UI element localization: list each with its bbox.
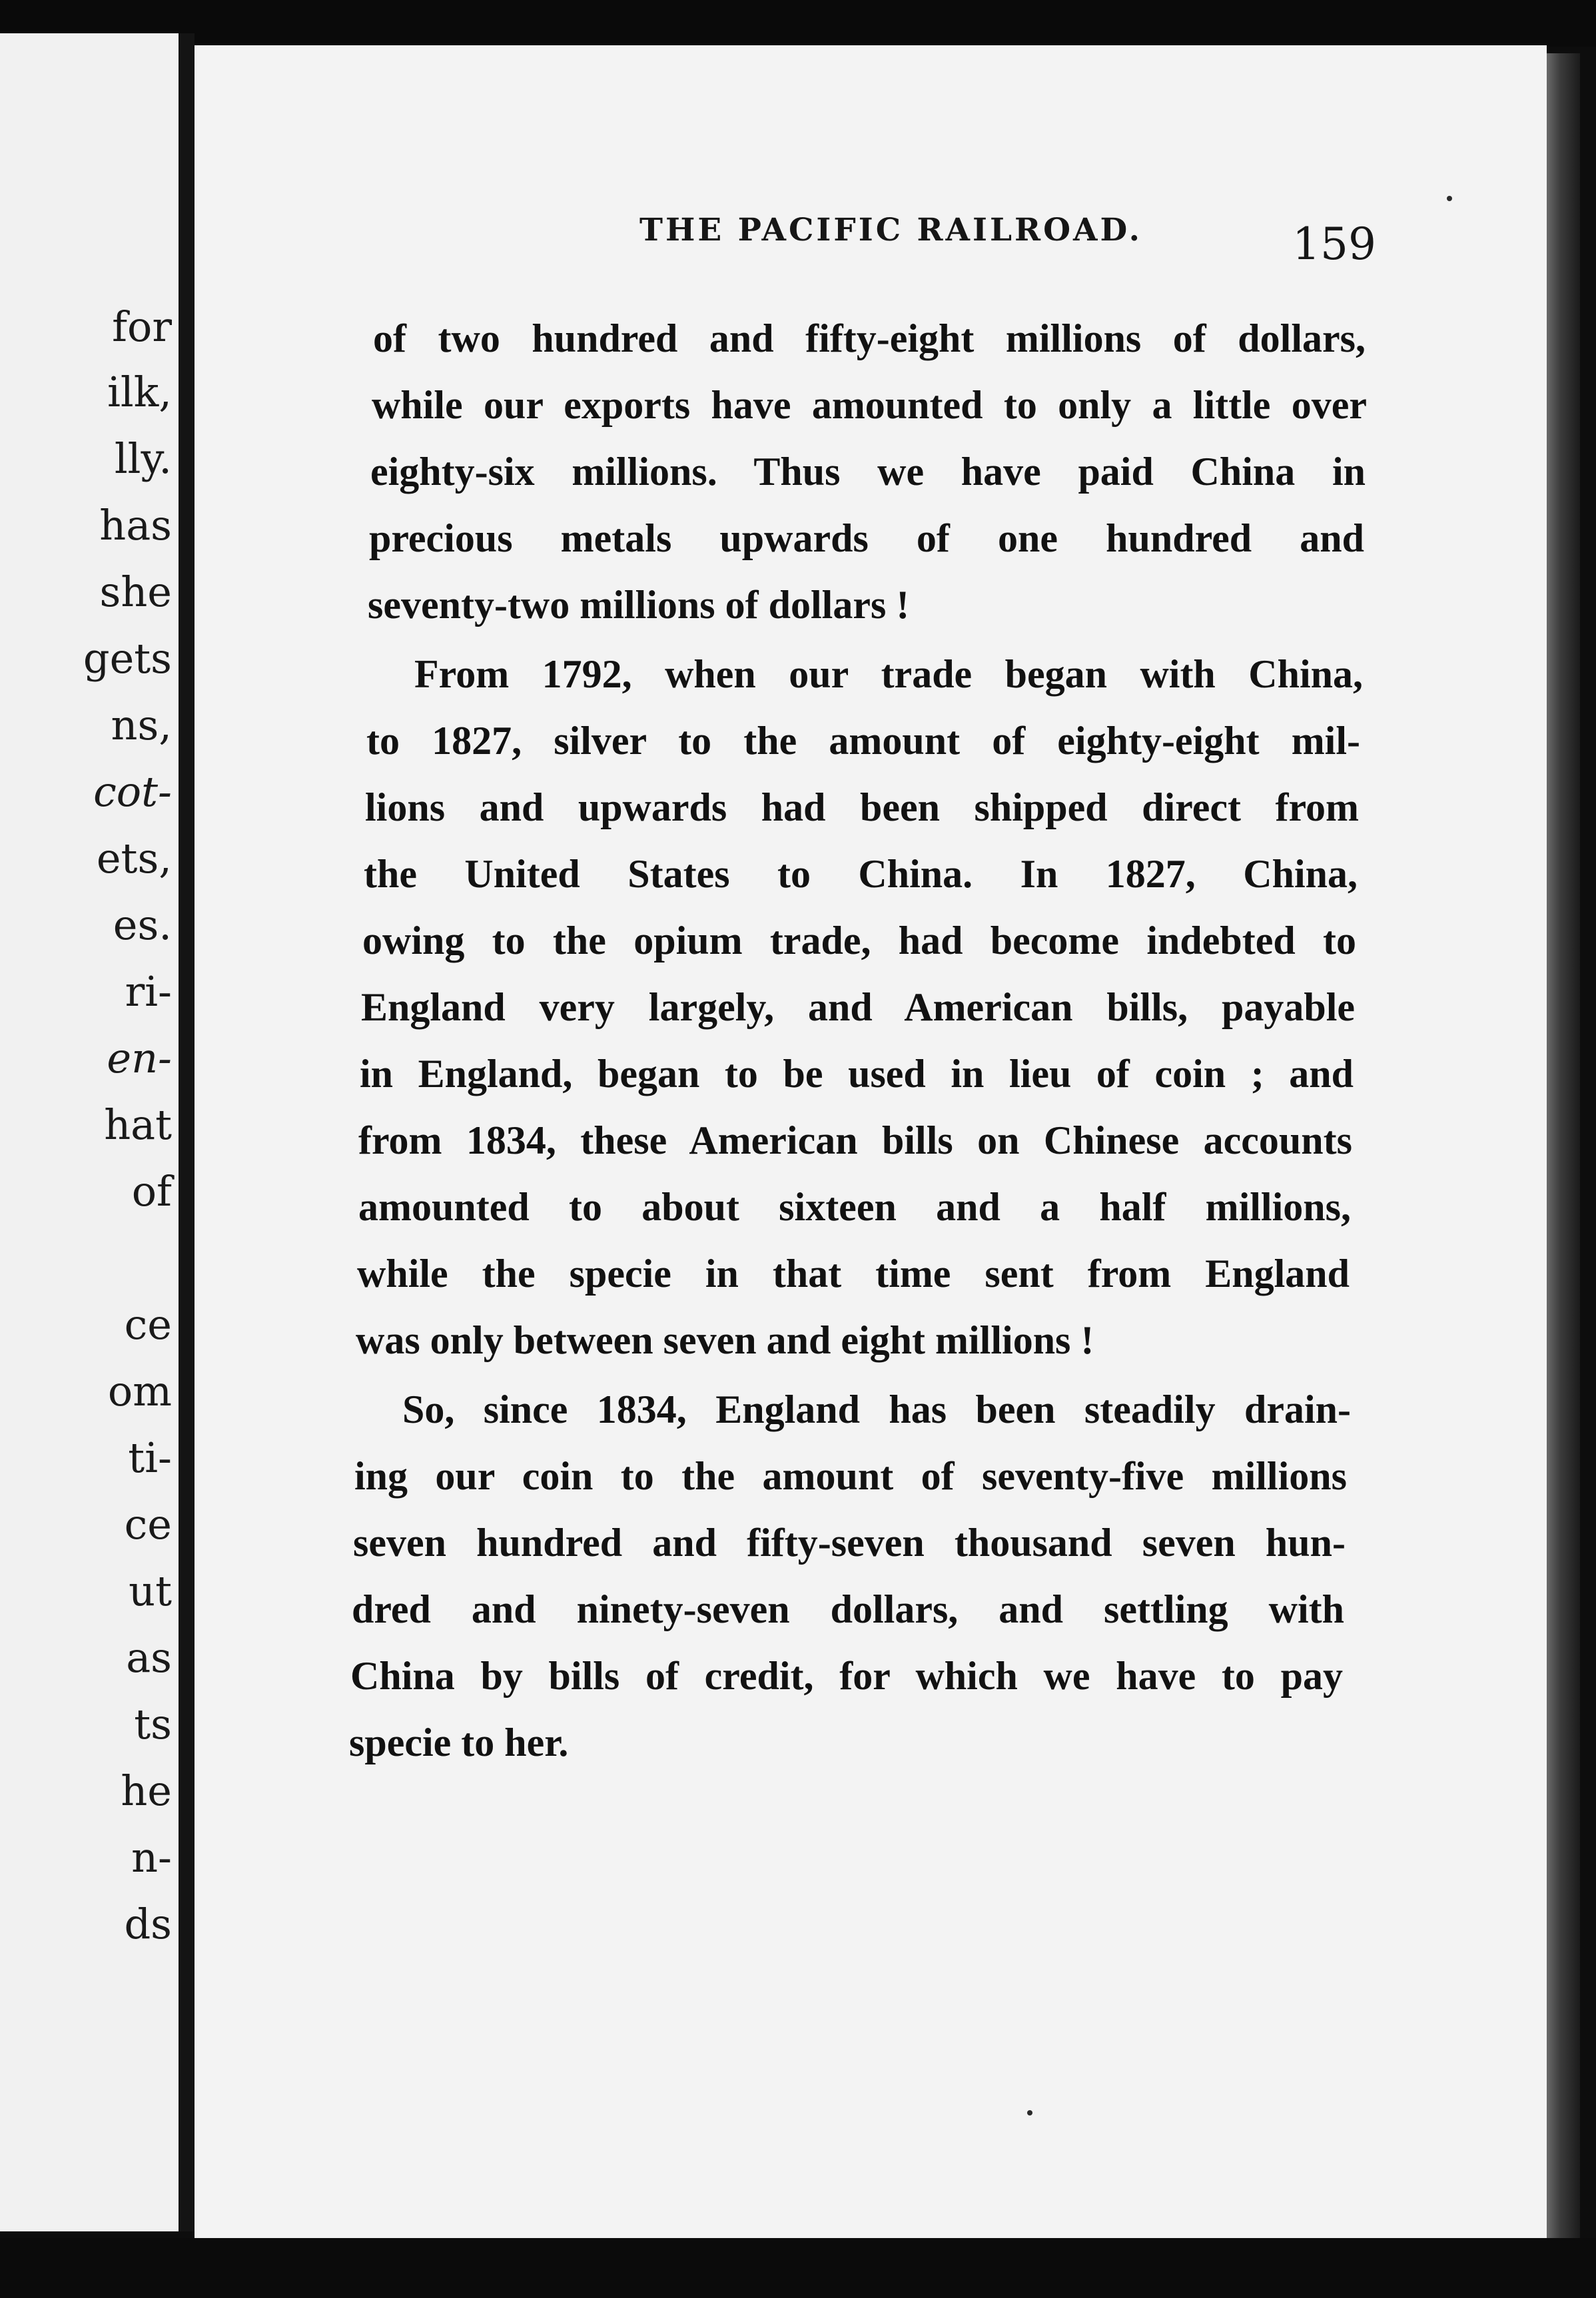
left-page-fragment: ilk, [107, 368, 172, 416]
left-page-fragment: ti- [128, 1433, 172, 1482]
left-page-fragment: ce [124, 1300, 172, 1349]
left-page-fragment: n- [131, 1833, 172, 1882]
left-page-fragment: ri- [125, 967, 172, 1016]
book-gutter [179, 33, 195, 2231]
text-line: precious metals upwards of one hundred and [369, 516, 1364, 560]
left-page-fragment: as [126, 1633, 172, 1682]
text-line: England very largely, and American bills, payable [361, 985, 1355, 1029]
left-page-fragment: gets [83, 634, 172, 683]
text-line: From 1792, when our trade began with China, [414, 652, 1363, 696]
text-line: amounted to about sixteen and a half millions, [358, 1185, 1351, 1229]
left-page-fragment: ce [124, 1500, 172, 1549]
text-line: seventy-two millions of dollars ! [368, 583, 910, 627]
left-page-fragment: ets, [96, 834, 172, 883]
scan-border-bottom [0, 2238, 1596, 2298]
left-page-fragment: ns, [111, 701, 172, 749]
scan-border-top [0, 0, 1596, 47]
left-page-fragment: ts [134, 1700, 172, 1748]
text-line: in England, began to be used in lieu of coin ; and [360, 1052, 1354, 1096]
left-page-fragment: for [112, 302, 172, 351]
text-line: to 1827, silver to the amount of eighty-eight mil- [366, 719, 1360, 763]
text-line: was only between seven and eight millions ! [356, 1318, 1094, 1362]
left-page-fragment: ds [124, 1900, 172, 1948]
text-line: So, since 1834, England has been steadily drain- [402, 1387, 1351, 1431]
print-speck [1027, 2110, 1032, 2115]
text-line: seven hundred and fifty-seven thousand seven hun- [353, 1521, 1346, 1565]
left-page-edge [0, 33, 181, 2231]
left-page-fragment: she [99, 568, 172, 616]
left-page-fragment: om [107, 1367, 172, 1415]
text-line: of two hundred and fifty-eight millions of dollars, [373, 316, 1366, 360]
left-page-fragment: es. [113, 901, 172, 949]
text-line: owing to the opium trade, had become indebted to [362, 919, 1356, 962]
text-line: lions and upwards had been shipped direct from [365, 785, 1359, 829]
page-stack-edge [1547, 53, 1580, 2238]
text-line: specie to her. [349, 1721, 569, 1764]
text-line: China by bills of credit, for which we have to pay [350, 1654, 1343, 1698]
running-head: THE PACIFIC RAILROAD. [639, 212, 1142, 248]
left-page-fragment: he [121, 1766, 172, 1815]
text-line: while our exports have amounted to only a little over [372, 383, 1367, 427]
left-page-fragment: cot- [93, 767, 172, 816]
text-line: dred and ninety-seven dollars, and settling with [352, 1587, 1344, 1631]
page-number: 159 [1292, 218, 1376, 270]
left-page-fragment: has [99, 501, 172, 550]
left-page-fragment: lly. [114, 434, 172, 483]
left-page-fragment: en- [107, 1034, 172, 1082]
text-line: while the specie in that time sent from England [357, 1252, 1350, 1296]
left-page-fragment: of [131, 1167, 172, 1216]
print-speck [1447, 196, 1452, 201]
text-line: ing our coin to the amount of seventy-five millions [354, 1454, 1347, 1498]
left-page-fragment: ut [129, 1567, 172, 1615]
text-line: from 1834, these American bills on Chinese accounts [358, 1118, 1352, 1162]
left-page-fragment: hat [104, 1100, 172, 1149]
text-line: eighty-six millions. Thus we have paid China in [370, 450, 1366, 494]
text-line: the United States to China. In 1827, China, [364, 852, 1358, 896]
